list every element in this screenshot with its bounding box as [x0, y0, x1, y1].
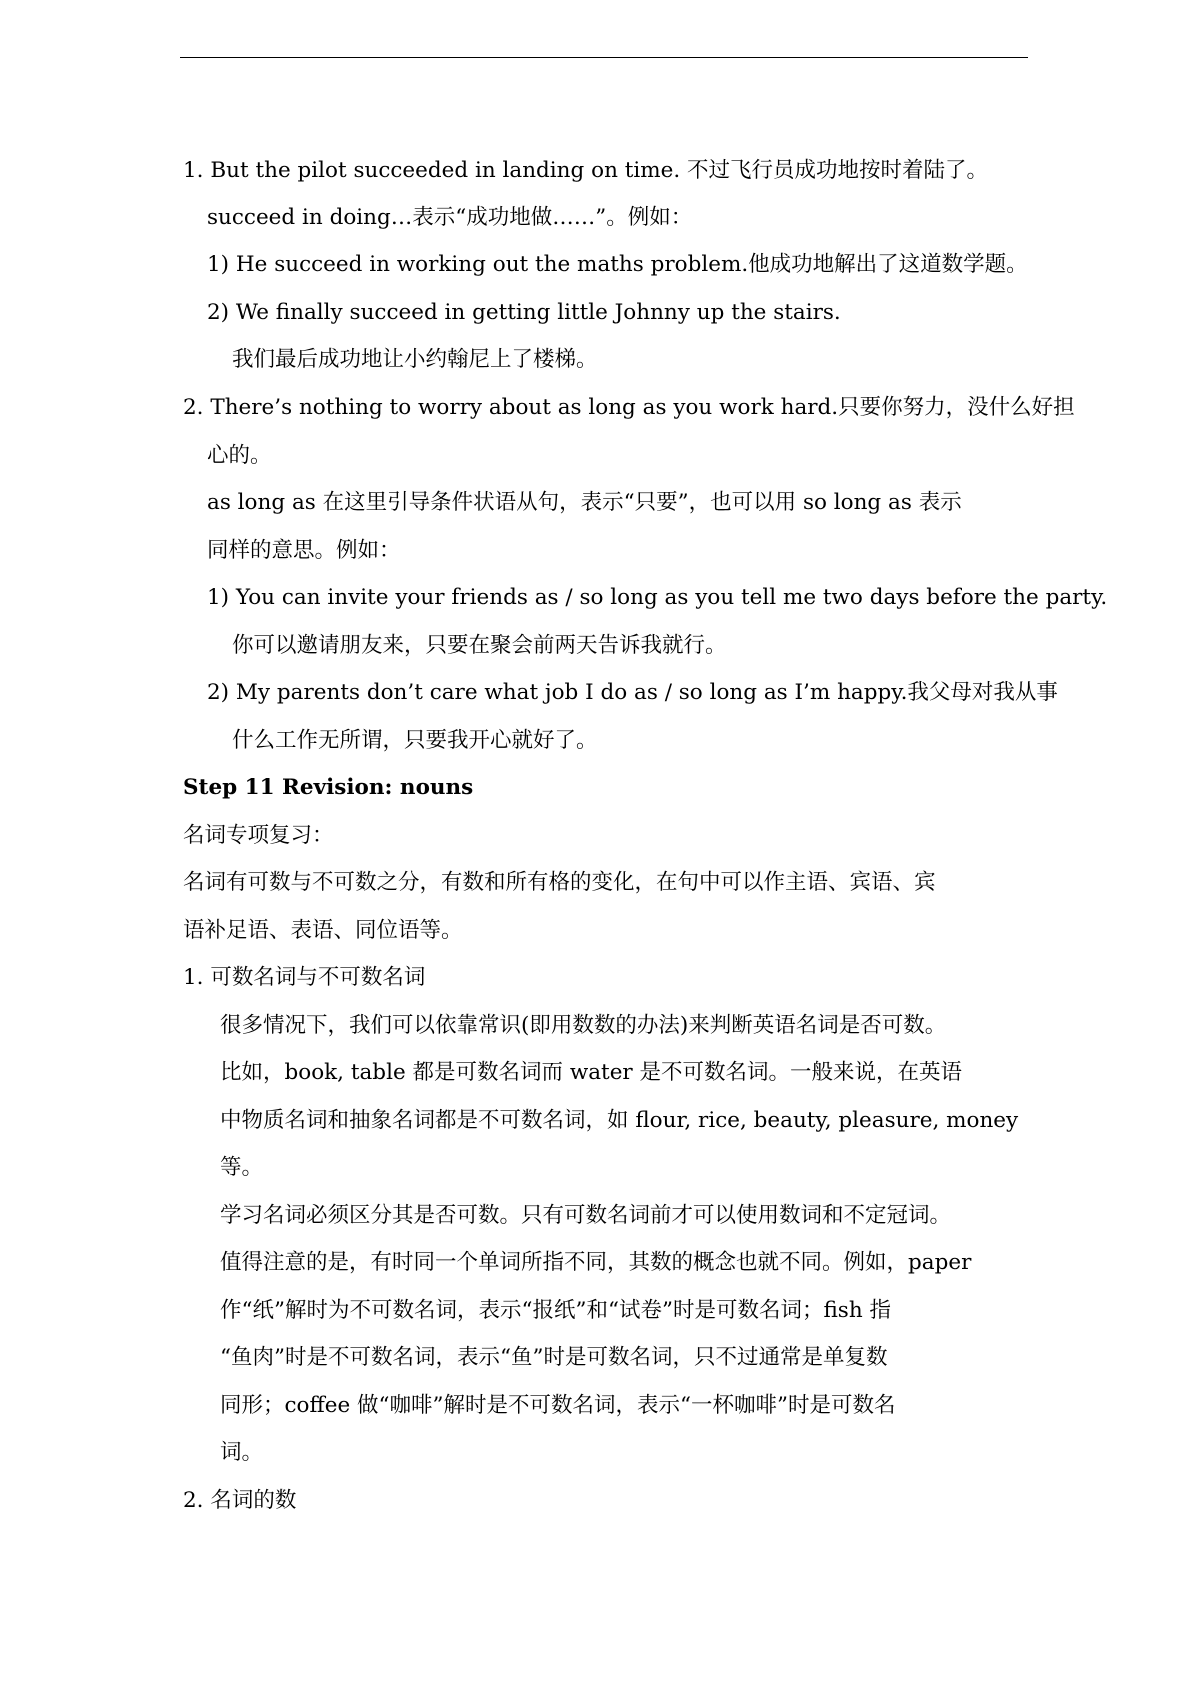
subsection-1-para-2-line-3: 作“纸”解时为不可数名词，表示“报纸”和“试卷”时是可数名词；fish 指	[220, 1298, 892, 1323]
point-1-example-2: 2) We finally succeed in getting little Johnny up the stairs.	[207, 300, 841, 325]
subsection-1-para-2-line-4: “鱼肉”时是不可数名词，表示“鱼”时是可数名词，只不过通常是单复数	[220, 1345, 888, 1370]
point-2-example-1: 1) You can invite your friends as / so long as you tell me two days before the party.	[207, 585, 1108, 610]
subsection-1-para-1-line-4: 等。	[220, 1155, 264, 1180]
subsection-1-heading: 1. 可数名词与不可数名词	[183, 965, 426, 990]
header-rule	[180, 57, 1028, 58]
section-heading: Step 11 Revision: nouns	[183, 775, 474, 800]
point-2-example-1-translation: 你可以邀请朋友来，只要在聚会前两天告诉我就行。	[232, 633, 727, 658]
subsection-1-para-1-line-2: 比如，book, table 都是可数名词而 water 是不可数名词。一般来说，在英语	[220, 1060, 963, 1085]
intro-paragraph-continued: 语补足语、表语、同位语等。	[183, 918, 463, 943]
point-2-example-2-continued: 什么工作无所谓，只要我开心就好了。	[232, 728, 598, 753]
subsection-1-para-2-line-1: 学习名词必须区分其是否可数。只有可数名词前才可以使用数词和不定冠词。	[220, 1203, 952, 1228]
subsection-1-para-2-line-2: 值得注意的是，有时同一个单词所指不同，其数的概念也就不同。例如，paper	[220, 1250, 972, 1275]
point-2-example-2: 2) My parents don’t care what job I do as / so long as I’m happy.我父母对我从事	[207, 680, 1058, 705]
point-1-sentence: 1. But the pilot succeeded in landing on time. 不过飞行员成功地按时着陆了。	[183, 158, 989, 183]
section-subtitle: 名词专项复习：	[183, 823, 334, 848]
intro-paragraph: 名词有可数与不可数之分，有数和所有格的变化，在句中可以作主语、宾语、宾	[183, 870, 936, 895]
point-2-sentence: 2. There’s nothing to worry about as long as you work hard.只要你努力，没什么好担	[183, 395, 1075, 420]
subsection-1-para-1-line-1: 很多情况下，我们可以依靠常识(即用数数的办法)来判断英语名词是否可数。	[220, 1013, 947, 1038]
point-2-explanation: as long as 在这里引导条件状语从句，表示“只要”，也可以用 so long as 表示	[207, 490, 962, 515]
subsection-1-para-1-line-3: 中物质名词和抽象名词都是不可数名词，如 flour, rice, beauty, pleasure, money	[220, 1108, 1019, 1133]
point-1-explanation: succeed in doing…表示“成功地做……”。例如：	[207, 205, 693, 230]
subsection-1-para-2-line-6: 词。	[220, 1440, 264, 1465]
point-1-example-2-translation: 我们最后成功地让小约翰尼上了楼梯。	[232, 347, 598, 372]
subsection-2-heading: 2. 名词的数	[183, 1488, 297, 1513]
point-1-example-1: 1) He succeed in working out the maths problem.他成功地解出了这道数学题。	[207, 252, 1028, 277]
subsection-1-para-2-line-5: 同形；coffee 做“咖啡”解时是不可数名词，表示“一杯咖啡”时是可数名	[220, 1393, 896, 1418]
point-2-explanation-continued: 同样的意思。例如：	[207, 538, 401, 563]
point-2-sentence-continued: 心的。	[207, 443, 272, 468]
